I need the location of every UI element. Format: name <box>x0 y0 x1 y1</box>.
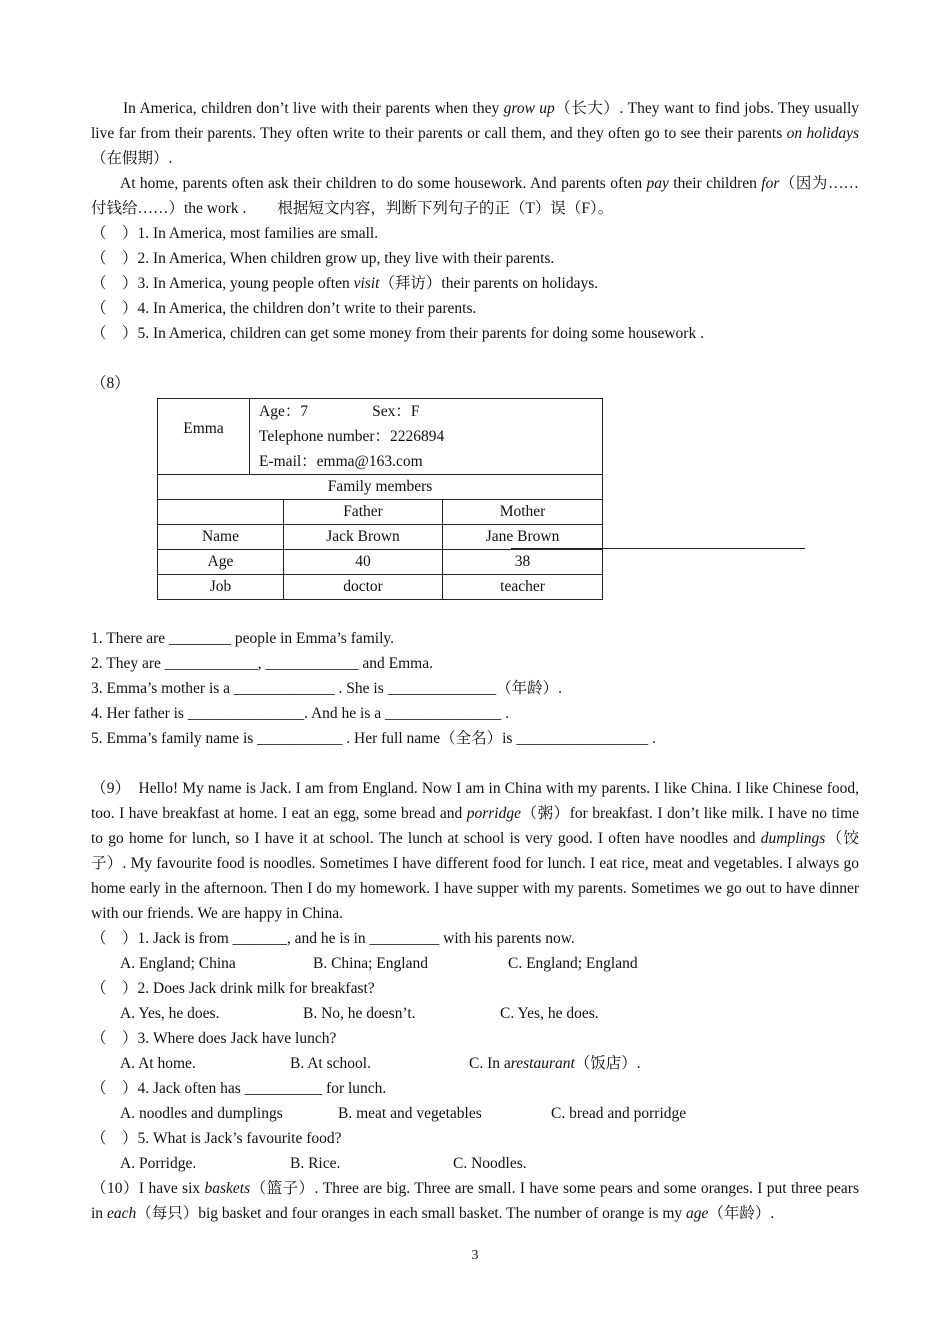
section-8-label: （8） <box>91 375 130 392</box>
table-name-cell: Emma <box>158 399 250 475</box>
option-a: A. noodles and dumplings <box>120 1105 283 1122</box>
section-10-passage: （10）I have six baskets（篮子）. Three are big. Three are small. I have some pears and some oranges. I put three pears in each（每只）big basket and four oranges in each small basket. The number of orange is my age（年龄）. <box>91 1180 859 1222</box>
table-col-mother: Mother <box>443 500 603 525</box>
table-col-father: Father <box>284 500 443 525</box>
table-personal-info: Age：7 Sex：F Telephone number：2226894 E-mail：emma@163.com <box>250 399 603 475</box>
fill-blank-question: 5. Emma’s family name is ___________ . Her full name（全名）is _________________ . <box>91 730 656 747</box>
option-c: C. Noodles. <box>453 1155 527 1172</box>
table-cell: doctor <box>284 575 443 600</box>
choice-question: （ ）4. Jack often has __________ for lunch. <box>91 1080 387 1097</box>
emma-info-table <box>157 398 603 600</box>
table-cell: teacher <box>443 575 603 600</box>
option-c: C. In arestaurant（饭店）. <box>469 1055 641 1072</box>
passage-paragraph-2: At home, parents often ask their children to do some housework. And parents often pay their children for（因为……付钱给……）the work . 根据短文内容，判断下列句子的正（T）误（F）。 <box>91 175 859 217</box>
true-false-question: （ ）4. In America, the children don’t write to their parents. <box>91 300 477 317</box>
option-c: C. bread and porridge <box>551 1105 687 1122</box>
table-cell: 40 <box>284 550 443 575</box>
table-row-label: Name <box>158 525 284 550</box>
option-a: A. At home. <box>120 1055 196 1072</box>
fill-blank-question: 3. Emma’s mother is a _____________ . She is ______________（年龄）. <box>91 680 563 697</box>
choice-options <box>91 951 859 976</box>
option-b: B. No, he doesn’t. <box>303 1005 416 1022</box>
table-family-header: Family members <box>158 475 603 500</box>
choice-question: （ ）1. Jack is from _______, and he is in _________ with his parents now. <box>91 930 575 947</box>
choice-options <box>91 1051 859 1076</box>
table-row-label: Age <box>158 550 284 575</box>
true-false-question: （ ）5. In America, children can get some money from their parents for doing some housework . <box>91 325 704 342</box>
table-cell: 38 <box>443 550 603 575</box>
fill-blank-question: 4. Her father is _______________. And he is a _______________ . <box>91 705 510 722</box>
option-b: B. At school. <box>290 1055 371 1072</box>
choice-options <box>91 1101 859 1126</box>
option-a: A. Porridge. <box>120 1155 197 1172</box>
choice-options <box>91 1151 859 1176</box>
true-false-question: （ ）3. In America, young people often visit（拜访）their parents on holidays. <box>91 275 599 292</box>
fill-blank-question: 1. There are ________ people in Emma’s family. <box>91 630 395 647</box>
choice-question: （ ）3. Where does Jack have lunch? <box>91 1030 337 1047</box>
option-b: B. Rice. <box>290 1155 341 1172</box>
table-extension-rule <box>511 548 805 549</box>
option-c: C. Yes, he does. <box>500 1005 599 1022</box>
worksheet-page <box>91 96 859 1226</box>
table-empty-cell <box>158 500 284 525</box>
true-false-question: （ ）2. In America, When children grow up, they live with their parents. <box>91 250 555 267</box>
choice-question: （ ）5. What is Jack’s favourite food? <box>91 1130 342 1147</box>
table-cell: Jane Brown <box>443 525 603 550</box>
option-b: B. meat and vegetables <box>338 1105 482 1122</box>
option-c: C. England; England <box>508 955 638 972</box>
choice-question: （ ）2. Does Jack drink milk for breakfast? <box>91 980 375 997</box>
option-a: A. Yes, he does. <box>120 1005 220 1022</box>
page-number: 3 <box>471 1248 479 1263</box>
fill-blank-question: 2. They are ____________, ____________ and Emma. <box>91 655 433 672</box>
option-a: A. England; China <box>120 955 236 972</box>
table-row-label: Job <box>158 575 284 600</box>
table-cell: Jack Brown <box>284 525 443 550</box>
passage-paragraph-1: In America, children don’t live with their parents when they grow up（长大）. They want to find jobs. They usually live far from their parents. They often write to their parents or call them, and they often go to see their parents on holidays（在假期）. <box>91 100 860 167</box>
section-9-passage: （9） Hello! My name is Jack. I am from England. Now I am in China with my parents. I like China. I like Chinese food, too. I have breakfast at home. I eat an egg, some bread and porridge（粥）for breakfast. I don’t like milk. I have no time to go home for lunch, so I have it at school. The lunch at school is very good. I often have noodles and dumplings（饺子）. My favourite food is noodles. Sometimes I have different food for lunch. I eat rice, meat and vegetables. I always go home early in the afternoon. Then I do my homework. I have supper with my parents. Sometimes we go out to have dinner with our friends. We are happy in China. <box>91 780 860 922</box>
choice-options <box>91 1001 859 1026</box>
option-b: B. China; England <box>313 955 428 972</box>
true-false-question: （ ）1. In America, most families are small. <box>91 225 379 242</box>
